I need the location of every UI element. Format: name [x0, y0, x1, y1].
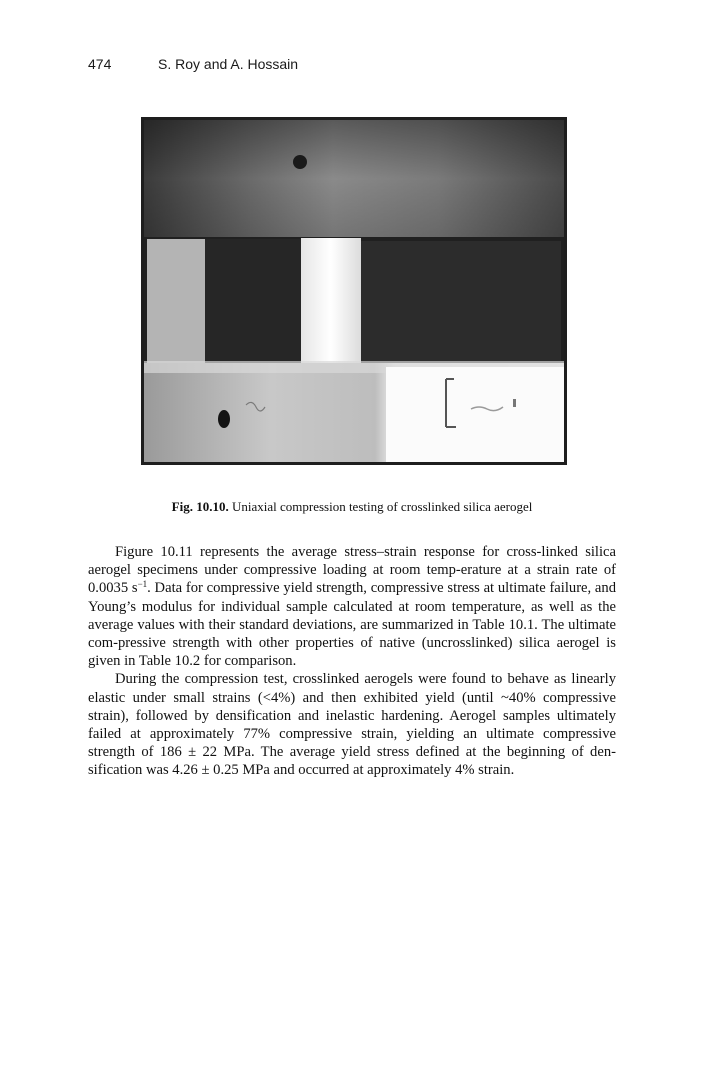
left-dark-plate: [205, 239, 301, 363]
paragraph-1-text-a: Figure 10.11 represents the average stress–strain response for cross-linked silica aerogel specimens under compressive loading at room temp-erature at a strain rate of 0.0035 s: [88, 544, 616, 597]
right-dark-plate: [361, 241, 561, 361]
body-text: [88, 543, 616, 780]
figure-caption-text: Uniaxial compression testing of crosslinked silica aerogel: [231, 499, 533, 514]
unit-exponent: −1: [137, 579, 148, 590]
aerogel-specimen: [301, 238, 361, 366]
page-number: 474: [88, 56, 112, 72]
figure-label: Fig. 10.10.: [171, 499, 229, 514]
page-header: [88, 56, 298, 72]
paragraph-1-text-b: . Data for compressive yield strength, compressive stress at ultimate failure, and Young’s modulus for individual sample calculated at room temperature, as well as the average values with their standard deviations, are summarized in Table 10.1. The ultimate com-pressive strength with other properties of native (uncrosslinked) silica aerogel is given in Table 10.2 for comparison.: [88, 580, 617, 670]
figure-photo: [141, 117, 567, 465]
figure-caption: [88, 499, 616, 515]
paragraph-1: [88, 543, 616, 670]
running-head-authors: S. Roy and A. Hossain: [158, 56, 299, 72]
paragraph-2: During the compression test, crosslinked aerogels were found to behave as linearly elastic under small strains (<4%) and then exhibited yield (until ~40% compressive strain), followed by densification and inelastic hardening. Aerogel samples ultimately failed at approximately 77% compressive strain, yielding an ultimate compressive strength of 186 ± 22 MPa. The average yield stress defined at the beginning of den-sification was 4.26 ± 0.25 MPa and occurred at approximately 4% strain.: [88, 671, 616, 779]
lower-platen-hole: [218, 410, 230, 428]
lower-white-block: [386, 367, 564, 462]
left-fixture-plate: [147, 239, 205, 363]
upper-platen-hole: [293, 155, 307, 169]
